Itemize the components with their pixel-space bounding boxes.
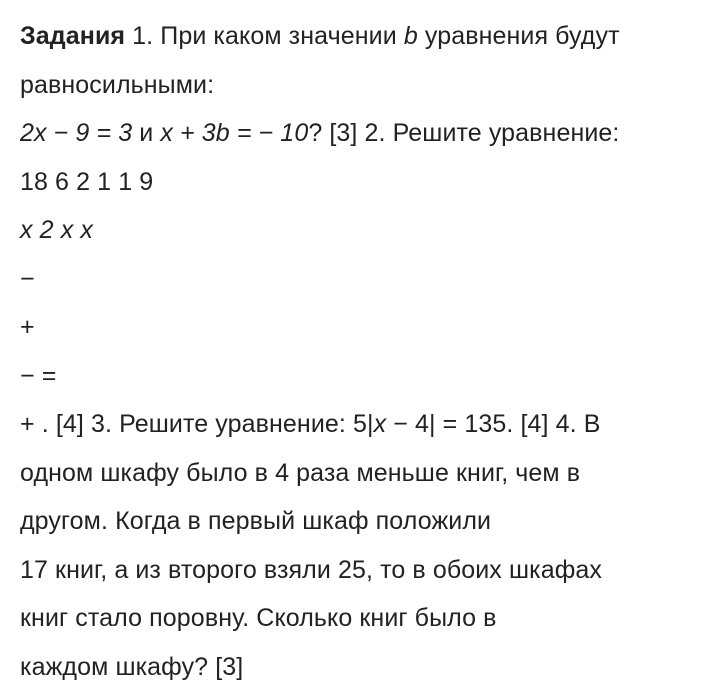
line-1	[20, 12, 720, 61]
line-12: 17 книг, а из второго взяли 25, то в обоих шкафах	[20, 546, 720, 595]
variable-b: b	[404, 22, 418, 50]
line-6: −	[20, 255, 720, 304]
task-2-intro: ? [3] 2. Решите уравнение:	[308, 119, 619, 147]
line-9	[20, 400, 720, 449]
line-5: x 2 x x	[20, 206, 720, 255]
line-10: одном шкафу было в 4 раза меньше книг, чем в	[20, 449, 720, 498]
line-13: книг стало поровну. Сколько книг было в	[20, 594, 720, 643]
task-heading: Задания	[20, 22, 125, 50]
line-4: 18 6 2 1 1 9	[20, 158, 720, 207]
line-11: другом. Когда в первый шкаф положили	[20, 497, 720, 546]
conjunction-and: и	[132, 119, 160, 147]
line-7: +	[20, 303, 720, 352]
task-1-text-tail: уравнения будут	[418, 22, 620, 50]
equation-1: 2x − 9 = 3	[20, 119, 132, 147]
line-3	[20, 109, 720, 158]
equation-2: x + 3b = − 10	[160, 119, 308, 147]
task-3-text-tail: − 4| = 135. [4] 4. В	[386, 410, 600, 438]
task-3-text: + . [4] 3. Решите уравнение: 5|	[20, 410, 374, 438]
line-14: каждом шкафу? [3]	[20, 643, 720, 691]
task-1-text: 1. При каком значении	[125, 22, 404, 50]
line-8: − =	[20, 352, 720, 401]
variable-x: x	[374, 410, 387, 438]
line-2: равносильными:	[20, 61, 720, 110]
